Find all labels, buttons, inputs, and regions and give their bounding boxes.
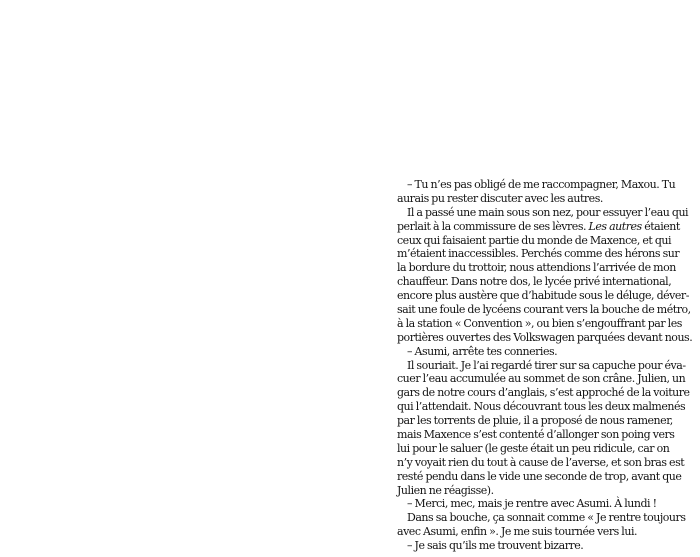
text-line: portières ouvertes des Volkswagen parquées devant nous. [397,330,693,344]
text-line: sait une foule de lycéens courant vers la bouche de métro, [397,303,691,317]
text-line: encore plus austère que d’habitude sous le déluge, déver- [397,289,689,303]
text-line: la bordure du trottoir, nous attendions l’arrivée de mon [397,261,676,275]
text-line: par les torrents de pluie, il a proposé de nous ramener, [397,414,673,428]
text-line: aurais pu rester discuter avec les autres. [397,191,603,205]
text-line: chauffeur. Dans notre dos, le lycée privé international, [397,275,672,289]
text-line: qui l’attendait. Nous découvrant tous les deux malmenés [397,400,686,414]
book-text-block [397,178,693,553]
text-line: Dans sa bouche, ça sonnait comme « Je rentre toujours [407,511,686,525]
text-line: Il a passé une main sous son nez, pour essuyer l’eau qui [407,205,689,219]
text-line: – Merci, mec, mais je rentre avec Asumi. À lundi ! [407,497,657,511]
text-line: m’étaient inaccessibles. Perchés comme des hérons sur [397,247,680,261]
text-line: Il souriait. Je l’ai regardé tirer sur sa capuche pour éva- [407,358,686,372]
text-line: Julien ne réagisse). [397,483,494,497]
text-line: avec Asumi, enfin ». Je me suis tournée vers lui. [397,525,637,539]
text-line: – Tu n’es pas obligé de me raccompagner, Maxou. Tu [407,178,676,191]
text-line: gars de notre cours d’anglais, s’est approché de la voiture [397,386,690,400]
text-line: lui pour le saluer (le geste était un peu ridicule, car on [397,441,670,455]
text-line: n’y voyait rien du tout à cause de l’averse, et son bras est [397,455,685,469]
text-line: mais Maxence s’est contenté d’allonger son poing vers [397,428,675,442]
text-line: – Je sais qu’ils me trouvent bizarre. [407,539,584,553]
text-line: perlait à la commissure de ses lèvres. Les autres étaient [397,219,680,233]
text-line: cuer l’eau accumulée au sommet de son crâne. Julien, un [397,372,686,386]
text-line: – Asumi, arrête tes conneries. [407,344,558,358]
text-line: ceux qui faisaient partie du monde de Maxence, et qui [397,233,672,247]
text-line: à la station « Convention », ou bien s’engouffrant par les [397,316,682,330]
text-line: resté pendu dans le vide une seconde de trop, avant que [397,469,682,483]
